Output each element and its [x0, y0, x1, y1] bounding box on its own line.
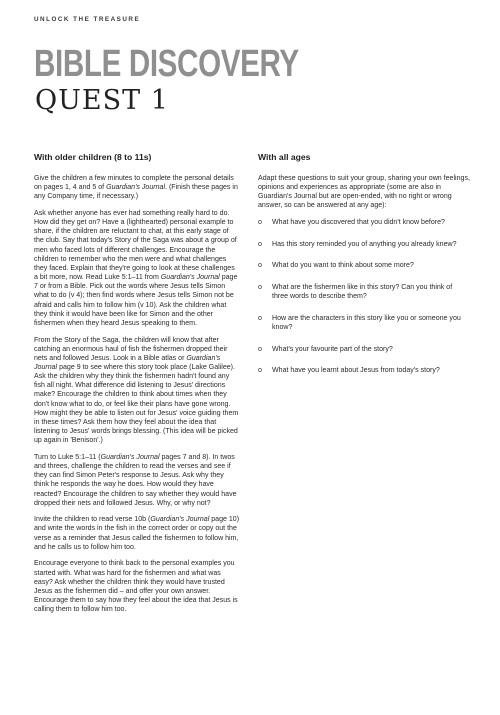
- book-title: Guardian's Journal: [100, 453, 160, 461]
- bullet-icon: o: [258, 345, 262, 353]
- question-text: Has this story reminded you of anything you already knew?: [272, 240, 457, 248]
- book-title: Guardian's Journal: [106, 184, 166, 192]
- body-paragraph: [34, 453, 240, 508]
- question-text: What do you want to think about some more?: [272, 262, 414, 270]
- paragraph-text: page 7 or from a Bible. Pick out the words where Jesus tells Simon what to do (v 4); then find words where Jesus tells Simon not be afraid and calls him to follow him (v 10). Ask the children what they think it would have been like for Simon and the other fishermen when they heard Jesus speaking to them.: [34, 274, 238, 327]
- body-paragraph: [34, 209, 240, 328]
- paragraph-text: Give the children a few minutes to complete the personal details on pages 1, 4 and 5 of: [34, 175, 234, 192]
- body-paragraph: [34, 515, 240, 552]
- book-title: Guardian's Journal: [160, 274, 220, 282]
- book-title: Guardian's Journal: [150, 516, 210, 524]
- paragraph-text: page 9 to see where this story took place (Lake Galilee). Ask the children why they think the fishermen hadn't found any fish all night. What difference did listening to Jesus' directions make? Encourage the children to think about times when they don't know what to do, or feel like their plans have gone wrong. How might they be able to listen out for Jesus' voice guiding them in these times? Ask them how they feel about the idea that listening to Jesus' words brings blessing. (This idea will be picked up again in 'Benison'.): [34, 363, 239, 445]
- question-item: [258, 366, 470, 375]
- older-children-body: [34, 174, 240, 614]
- question-item: [258, 240, 470, 249]
- paragraph-text: pages 7 and 8). In twos and threes, challenge the children to read the verses and see if they can find Simon Peter's response to Jesus. Ask why they think he responds the way he does. How would they have reacted? Encourage the children to say whether they would have dropped their nets and followed Jesus. Why, or why not?: [34, 453, 237, 507]
- question-text: What's your favourite part of the story?: [272, 345, 393, 353]
- question-text: What have you discovered that you didn't know before?: [272, 219, 445, 227]
- question-item: [258, 261, 470, 270]
- bullet-icon: o: [258, 219, 262, 227]
- page-subtitle: QUEST 1: [35, 85, 169, 116]
- book-title: Guardian's Journal: [34, 354, 221, 371]
- older-children-heading: With older children (8 to 11s): [34, 152, 152, 162]
- question-text: How are the characters in this story like you or someone you know?: [272, 314, 461, 332]
- older-children-column: [34, 152, 240, 622]
- all-ages-column: [258, 152, 470, 388]
- bullet-icon: o: [258, 262, 262, 270]
- paragraph-text: Encourage everyone to think back to the personal examples you started with. What was hard for the fishermen and what was easy? Ask whether the children think they would have trusted Jesus as the fishermen did – and offer your own answer. Encourage them to say how they feel about the idea that Jesus is calling them to follow him too.: [34, 560, 238, 614]
- paragraph-text: . (Finish these pages in any Company time, if necessary.): [34, 184, 238, 201]
- bullet-icon: o: [258, 240, 262, 248]
- bullet-icon: o: [258, 314, 262, 322]
- all-ages-intro: Adapt these questions to suit your group, sharing your own feelings, opinions and experiences as appropriate (some are also in Guardian's Journal but are open-ended, with no right or wrong answer, so can be answered at any age):: [258, 175, 470, 210]
- question-item: [258, 283, 470, 301]
- paragraph-text: Turn to Luke 5:1–11 (: [34, 453, 101, 461]
- body-paragraph: [34, 336, 240, 446]
- body-paragraph: [34, 559, 240, 614]
- body-paragraph: [34, 174, 240, 201]
- question-text: What are the fishermen like in this story? Can you think of three words to describe them?: [272, 284, 453, 301]
- bullet-icon: o: [258, 284, 262, 292]
- question-text: What have you learnt about Jesus from today's story?: [272, 367, 440, 375]
- paragraph-text: page 10) and write the words in the fish in the correct order or copy out the verse as a reminder that Jesus called the fishermen to follow him, and he calls us to follow him too.: [34, 516, 240, 551]
- question-list: [258, 218, 470, 375]
- question-item: [258, 218, 470, 227]
- paragraph-text: From the Story of the Saga, the children will know that after catching an enormous haul of fish the fishermen dropped their nets and followed Jesus. Look in a Bible atlas or: [34, 336, 228, 362]
- page-title: BIBLE DISCOVERY: [34, 43, 299, 85]
- section-label: UNLOCK THE TREASURE: [34, 16, 141, 23]
- bullet-icon: o: [258, 367, 262, 375]
- paragraph-text: Invite the children to read verse 10b (: [34, 516, 151, 524]
- all-ages-heading: With all ages: [258, 152, 311, 162]
- paragraph-text: Ask whether anyone has ever had something really hard to do. How did they get on? Have a (lighthearted) personal example to share, if the children are reluctant to chat, at this early stage of the club. Say that today's Story of the Saga was about a group of men who faced lots of different challenges. Encourage the children to remember who the men were and what challenges they faced. Explain that they're going to look at these challenges a bit more, now. Read Luke 5:1–11 from: [34, 209, 237, 282]
- question-item: [258, 345, 470, 354]
- question-item: [258, 314, 470, 332]
